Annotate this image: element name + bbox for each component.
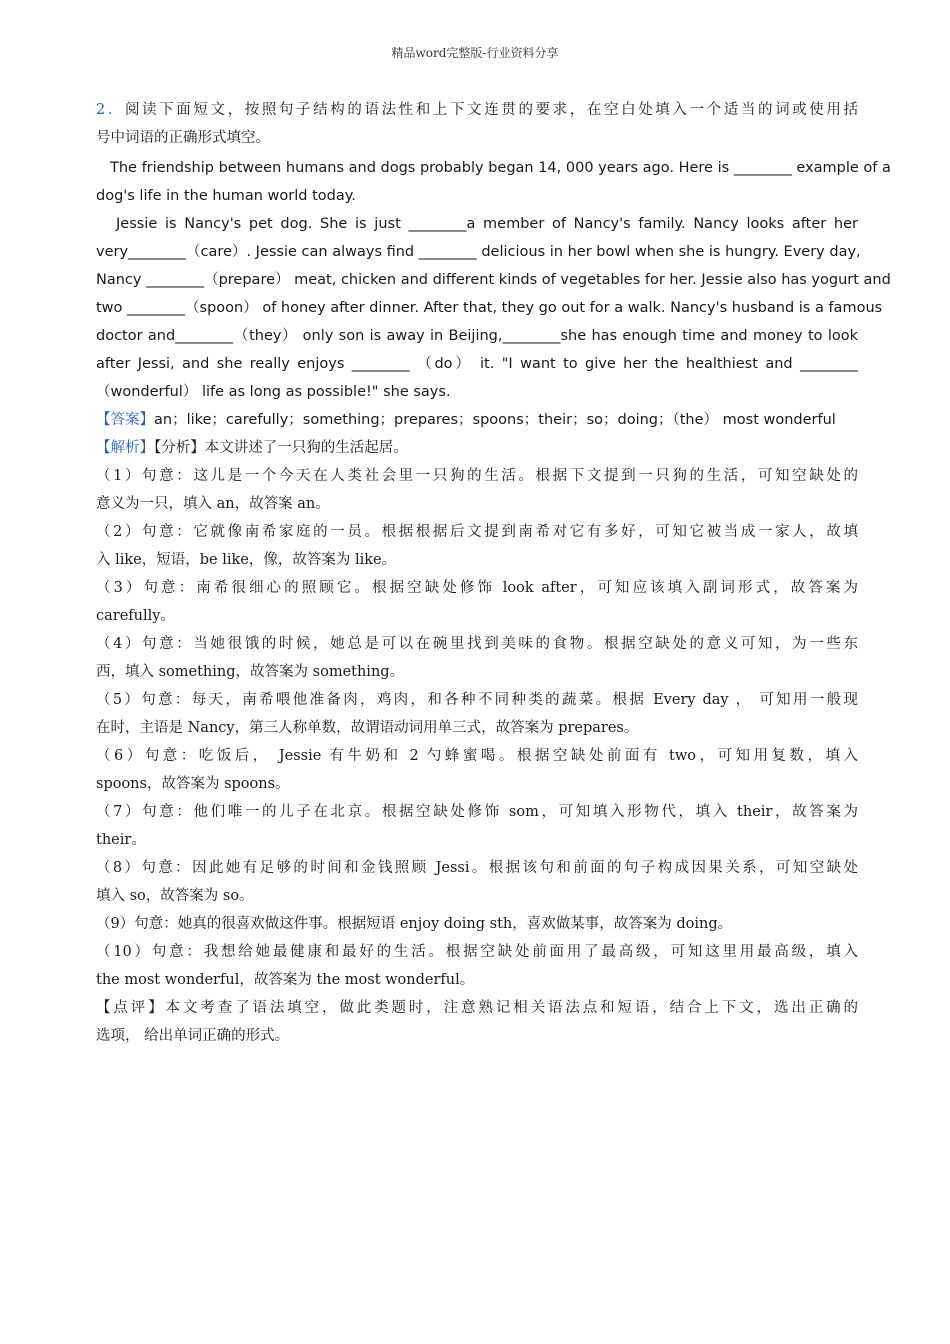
passage-line: doctor and________（they） only son is away in Beijing,________she has enough time and money to look [96,328,858,344]
analysis-item-10-cont: the most wonderful，故答案为 the most wonderful。 [96,972,475,988]
document-body [96,96,891,1050]
analysis-label: 【解析】 [96,440,154,456]
analysis-line [96,434,858,462]
analysis-item-4-cont: 西，填入 something，故答案为 something。 [96,664,405,680]
answer-line [96,406,858,434]
answer-text: an；like；carefully；something；prepares；spoons；their；so；doing；（the） most wonderful [154,412,836,428]
comment-line-cont: 选项， 给出单词正确的形式。 [96,1028,290,1044]
analysis-item-4: （4）句意：当她很饿的时候，她总是可以在碗里找到美味的食物。根据空缺处的意义可知，为一些东 [96,636,858,652]
page-header: 精品word完整版-行业资料分享 [391,46,559,60]
passage-line: （wonderful） life as long as possible!" she says. [96,384,451,400]
passage-line: Nancy ________（prepare） meat, chicken and different kinds of vegetables for her. Jessie also has yogurt and [96,272,891,288]
analysis-item-1-cont: 意义为一只，填入 an，故答案 an。 [96,496,330,512]
analysis-item-3-cont: carefully。 [96,608,175,624]
analysis-item-6-cont: spoons，故答案为 spoons。 [96,776,290,792]
analysis-item-3: （3）句意：南希很细心的照顾它。根据空缺处修饰 look after，可知应该填入副词形式，故答案为 [96,580,858,596]
analysis-item-7-cont: their。 [96,832,146,848]
passage-line: very________（care）. Jessie can always find ________ delicious in her bowl when she is hungry. Every day, [96,244,861,260]
analysis-item-8: （8）句意：因此她有足够的时间和金钱照顾 Jessi。根据该句和前面的句子构成因果关系，可知空缺处 [96,860,858,876]
analysis-item-5: （5）句意：每天，南希喂他准备肉，鸡肉，和各种不同种类的蔬菜。根据 Every day ， 可知用一般现 [96,692,858,708]
question-number: 2． [96,102,125,118]
question-instruction-cont: 号中词语的正确形式填空。 [96,130,270,146]
analysis-item-2: （2）句意：它就像南希家庭的一员。根据根据后文提到南希对它有多好，可知它被当成一家人，故填 [96,524,858,540]
passage-line: after Jessi, and she really enjoys ________ （do） it. "I want to give her the healthiest and ________ [96,356,858,372]
passage-line: two ________（spoon） of honey after dinner. After that, they go out for a walk. Nancy's husband is a famous [96,300,883,316]
analysis-item-7: （7）句意：他们唯一的儿子在北京。根据空缺处修饰 som，可知填入形物代，填入 their，故答案为 [96,804,858,820]
passage-line: dog's life in the human world today. [96,188,356,204]
analysis-item-1: （1）句意：这儿是一个今天在人类社会里一只狗的生活。根据下文提到一只狗的生活，可知空缺处的 [96,468,858,484]
answer-label: 【答案】 [96,412,154,428]
analysis-item-8-cont: 填入 so，故答案为 so。 [96,888,254,904]
analysis-item-6: （6）句意：吃饭后， Jessie 有牛奶和 2 勺蜂蜜喝。根据空缺处前面有 two，可知用复数，填入 [96,748,858,764]
analysis-item-9: （9）句意：她真的很喜欢做这件事。根据短语 enjoy doing sth，喜欢做某事，故答案为 doing。 [96,916,733,932]
analysis-item-2-cont: 入 like，短语，be like，像，故答案为 like。 [96,552,397,568]
passage-line: The friendship between humans and dogs probably began 14, 000 years ago. Here is ________ example of a [110,160,891,176]
comment-line: 【点评】本文考查了语法填空，做此类题时，注意熟记相关语法点和短语，结合上下文，选出正确的 [96,1000,858,1016]
question-instruction: 2．阅读下面短文，按照句子结构的语法性和上下文连贯的要求，在空白处填入一个适当的词或使用括 [96,102,858,118]
passage-line: Jessie is Nancy's pet dog. She is just ________a member of Nancy's family. Nancy looks after her [116,216,858,232]
analysis-intro: 【分析】本文讲述了一只狗的生活起居。 [154,440,408,456]
analysis-item-10: （10）句意：我想给她最健康和最好的生活。根据空缺处前面用了最高级，可知这里用最高级，填入 [96,944,858,960]
analysis-item-5-cont: 在时，主语是 Nancy，第三人称单数，故谓语动词用单三式，故答案为 prepares。 [96,720,639,736]
